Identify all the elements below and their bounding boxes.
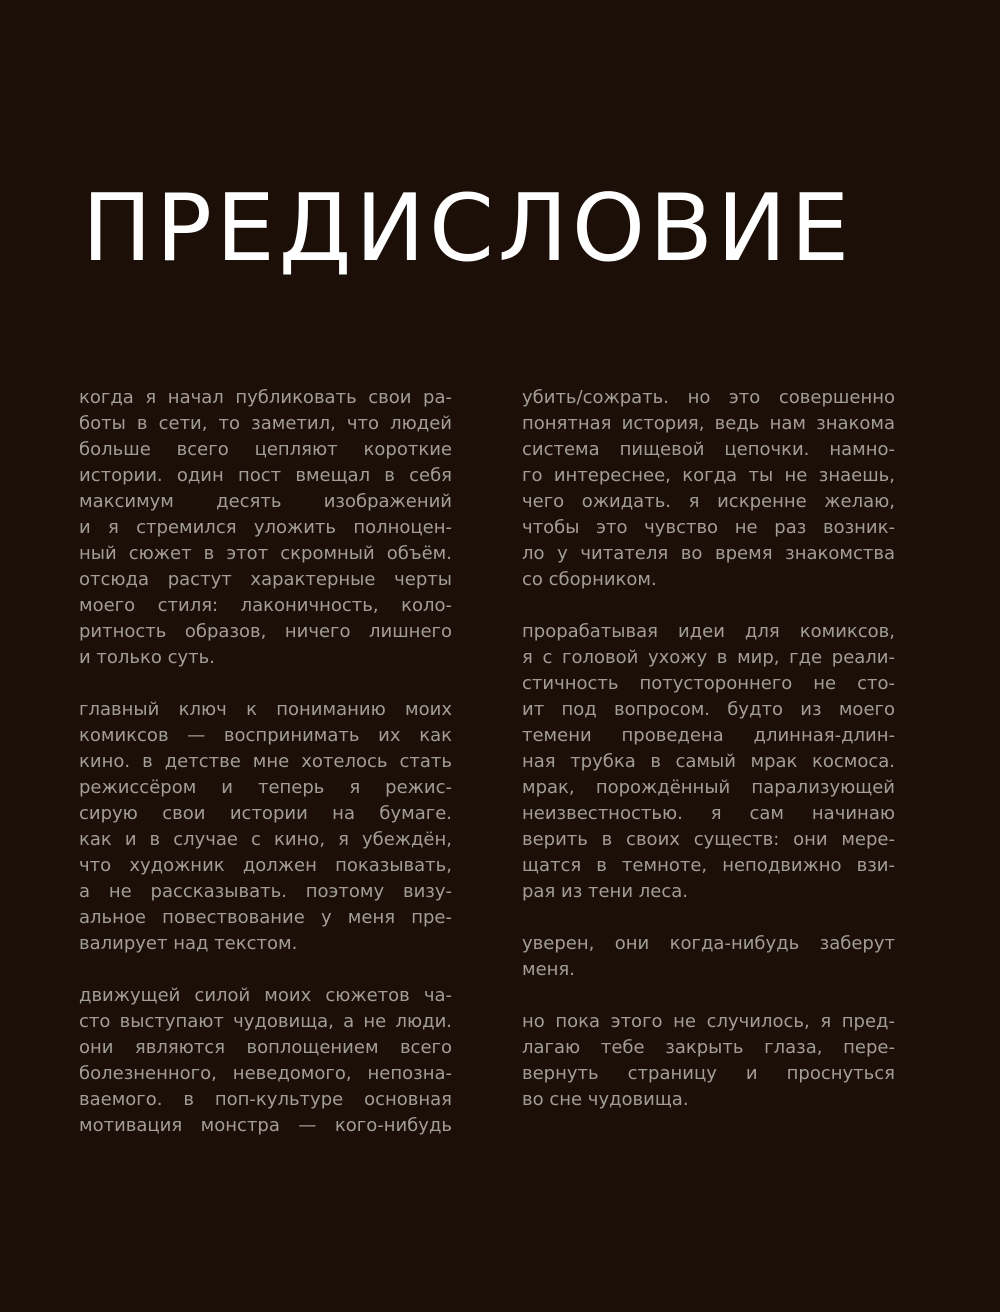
text-line: боты в сети, то заметил, что людей bbox=[79, 413, 452, 434]
text-line: больше всего цепляют короткие bbox=[79, 439, 452, 460]
paragraph bbox=[79, 983, 452, 1139]
text-line: комиксов — воспринимать их как bbox=[79, 725, 452, 746]
text-line: ный сюжет в этот скромный объём. bbox=[79, 543, 452, 564]
text-line: рая из тени леса. bbox=[522, 881, 688, 902]
paragraph bbox=[522, 1009, 895, 1113]
text-line: альное повествование у меня пре- bbox=[79, 907, 452, 928]
paragraph bbox=[522, 619, 895, 905]
text-line: они являются воплощением всего bbox=[79, 1037, 452, 1058]
text-line: и только суть. bbox=[79, 647, 216, 668]
text-line: кино. в детстве мне хотелось стать bbox=[79, 751, 452, 772]
text-line: стичность потустороннего не сто- bbox=[522, 673, 895, 694]
text-line: истории. один пост вмещал в себя bbox=[79, 465, 452, 486]
text-line: чего ожидать. я искренне желаю, bbox=[522, 491, 895, 512]
text-line: меня. bbox=[522, 959, 575, 980]
text-line: верить в своих существ: они мере- bbox=[522, 829, 895, 850]
text-line: го интереснее, когда ты не знаешь, bbox=[522, 465, 895, 486]
text-line: ит под вопросом. будто из моего bbox=[522, 699, 895, 720]
text-line: ваемого. в поп-культуре основная bbox=[79, 1089, 452, 1110]
text-line: сто выступают чудовища, а не люди. bbox=[79, 1011, 452, 1032]
text-line: и я стремился уложить полноцен- bbox=[79, 517, 452, 538]
paragraph bbox=[79, 697, 452, 957]
text-line: что художник должен показывать, bbox=[79, 855, 452, 876]
text-line: понятная история, ведь нам знакома bbox=[522, 413, 895, 434]
paragraph bbox=[522, 385, 895, 593]
text-line: но пока этого не случилось, я пред- bbox=[522, 1011, 895, 1032]
text-line: валирует над текстом. bbox=[79, 933, 298, 954]
text-line: система пищевой цепочки. намно- bbox=[522, 439, 895, 460]
text-line: уверен, они когда-нибудь заберут bbox=[522, 933, 895, 954]
text-line: неизвестностью. я сам начинаю bbox=[522, 803, 895, 824]
text-line: отсюда растут характерные черты bbox=[79, 569, 452, 590]
text-line: вернуть страницу и проснуться bbox=[522, 1063, 895, 1084]
text-line: я с головой ухожу в мир, где реали- bbox=[522, 647, 895, 668]
text-line: прорабатывая идеи для комиксов, bbox=[522, 621, 895, 642]
text-line: максимум десять изображений bbox=[79, 491, 452, 512]
text-line: а не рассказывать. поэтому визу- bbox=[79, 881, 452, 902]
text-line: сирую свои истории на бумаге. bbox=[79, 803, 452, 824]
text-line: движущей силой моих сюжетов ча- bbox=[79, 985, 452, 1006]
text-line: ная трубка в самый мрак космоса. bbox=[522, 751, 895, 772]
text-line: во сне чудовища. bbox=[522, 1089, 689, 1110]
text-line: лагаю тебе закрыть глаза, пере- bbox=[522, 1037, 895, 1058]
text-line: чтобы это чувство не раз возник- bbox=[522, 517, 895, 538]
text-line: как и в случае с кино, я убеждён, bbox=[79, 829, 452, 850]
paragraph bbox=[522, 931, 895, 983]
page-title: ПРЕДИСЛОВИЕ bbox=[82, 174, 854, 282]
text-line: болезненного, неведомого, непозна- bbox=[79, 1063, 452, 1084]
text-line: щатся в темноте, неподвижно взи- bbox=[522, 855, 895, 876]
text-line: когда я начал публиковать свои ра- bbox=[79, 387, 452, 408]
text-line: убить/сожрать. но это совершенно bbox=[522, 387, 895, 408]
text-line: главный ключ к пониманию моих bbox=[79, 699, 452, 720]
text-line: моего стиля: лаконичность, коло- bbox=[79, 595, 452, 616]
text-line: режиссёром и теперь я режис- bbox=[79, 777, 452, 798]
text-line: мрак, порождённый парализующей bbox=[522, 777, 895, 798]
text-line: мотивация монстра — кого-нибудь bbox=[79, 1115, 452, 1136]
text-line: ритность образов, ничего лишнего bbox=[79, 621, 452, 642]
right-column bbox=[522, 385, 895, 1139]
text-line: со сборником. bbox=[522, 569, 657, 590]
left-column bbox=[79, 385, 452, 1165]
text-line: ло у читателя во время знакомства bbox=[522, 543, 895, 564]
paragraph bbox=[79, 385, 452, 671]
text-line: темени проведена длинная-длин- bbox=[522, 725, 895, 746]
